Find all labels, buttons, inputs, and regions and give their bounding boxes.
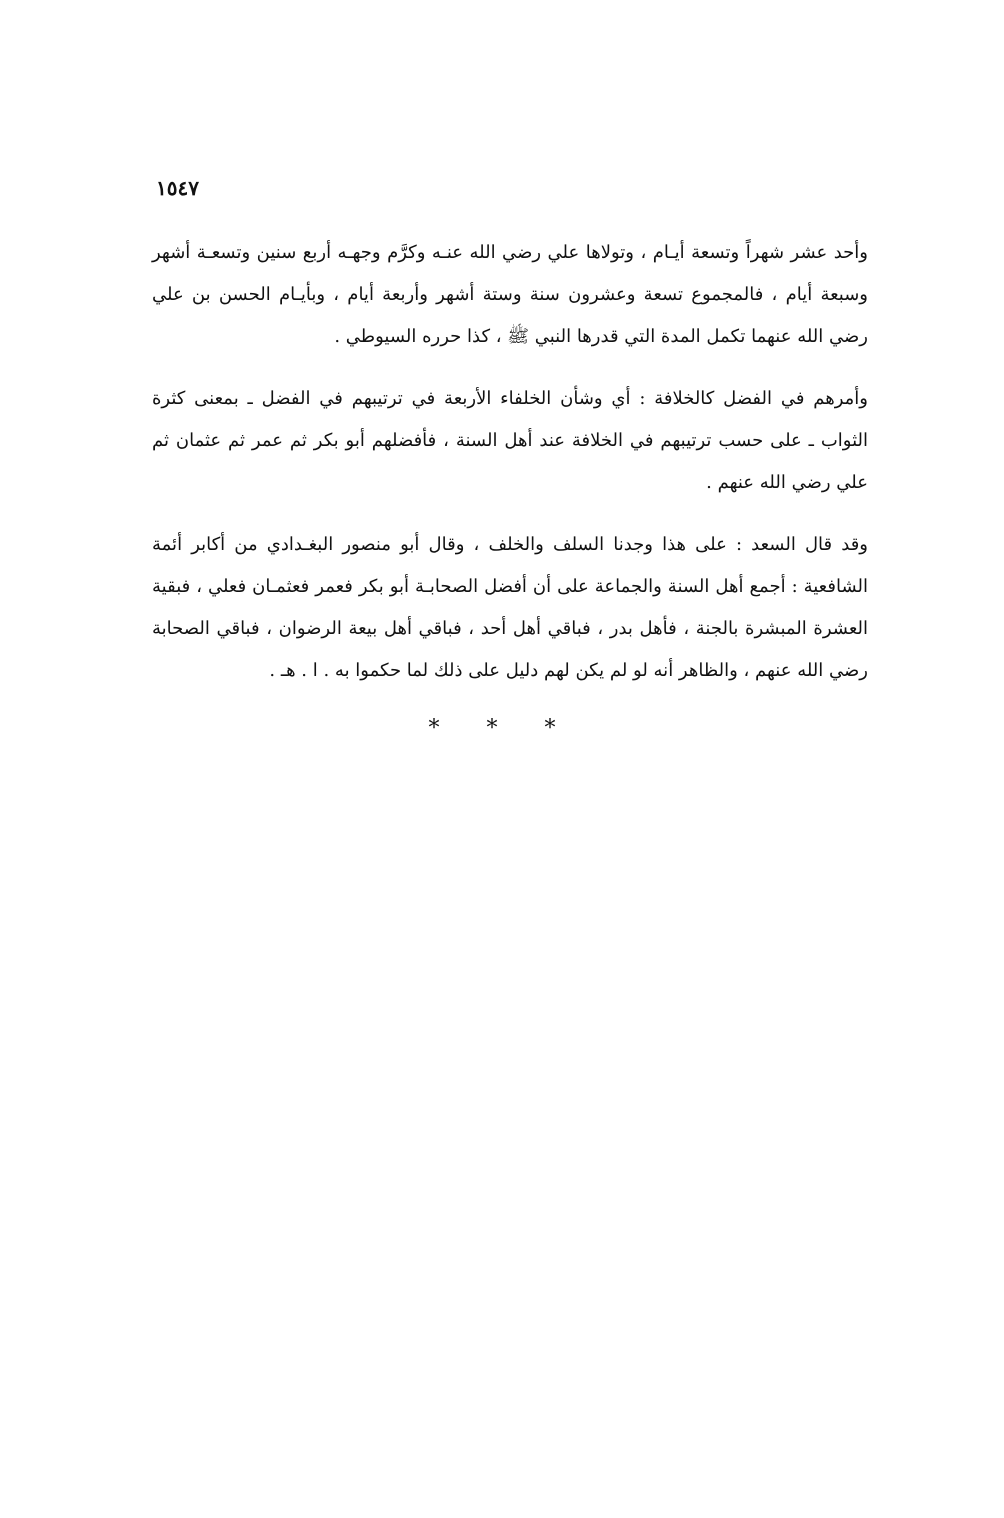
paragraph-2: وأمرهم في الفضل كالخلافة : أي وشأن الخلفاء الأربعة في ترتيبهم في الفضل ـ بمعنى كثرة الثواب ـ على حسب ترتيبهم في الخلافة عند أهل السنة ، فأفضلهم أبو بكر ثم عمر ثم عثمان ثم علي رضي الله عنهم . — [152, 388, 868, 493]
page-number: ١٥٤٧ — [156, 176, 199, 200]
paragraph-1: وأحد عشر شهراً وتسعة أيـام ، وتولاها علي رضي الله عنـه وكرَّم وجهـه أربع سنين وتسعـة أشهر وسبعة أيام ، فالمجموع تسعة وعشرون سنة وستة أشهر وأربعة أيام ، وبأيـام الحسن بن علي رضي الله عنهما تكمل المدة التي قدرها النبي ﷺ ، كذا حرره السيوطي . — [152, 242, 868, 347]
section-separator: * * * — [428, 716, 576, 741]
paragraph-3: وقد قال السعد : على هذا وجدنا السلف والخلف ، وقال أبو منصور البغـدادي من أكابر أئمة الشافعية : أجمع أهل السنة والجماعة على أن أفضل الصحابـة أبو بكر فعمر فعثمـان فعلي ، فبقية العشرة المبشرة بالجنة ، فأهل بدر ، فباقي أهل أحد ، فباقي أهل بيعة الرضوان ، فباقي الصحابة رضي الله عنهم ، والظاهر أنه لو لم يكن لهم دليل على ذلك لما حكموا به . ا . هـ . — [152, 534, 868, 681]
main-text — [152, 232, 868, 712]
